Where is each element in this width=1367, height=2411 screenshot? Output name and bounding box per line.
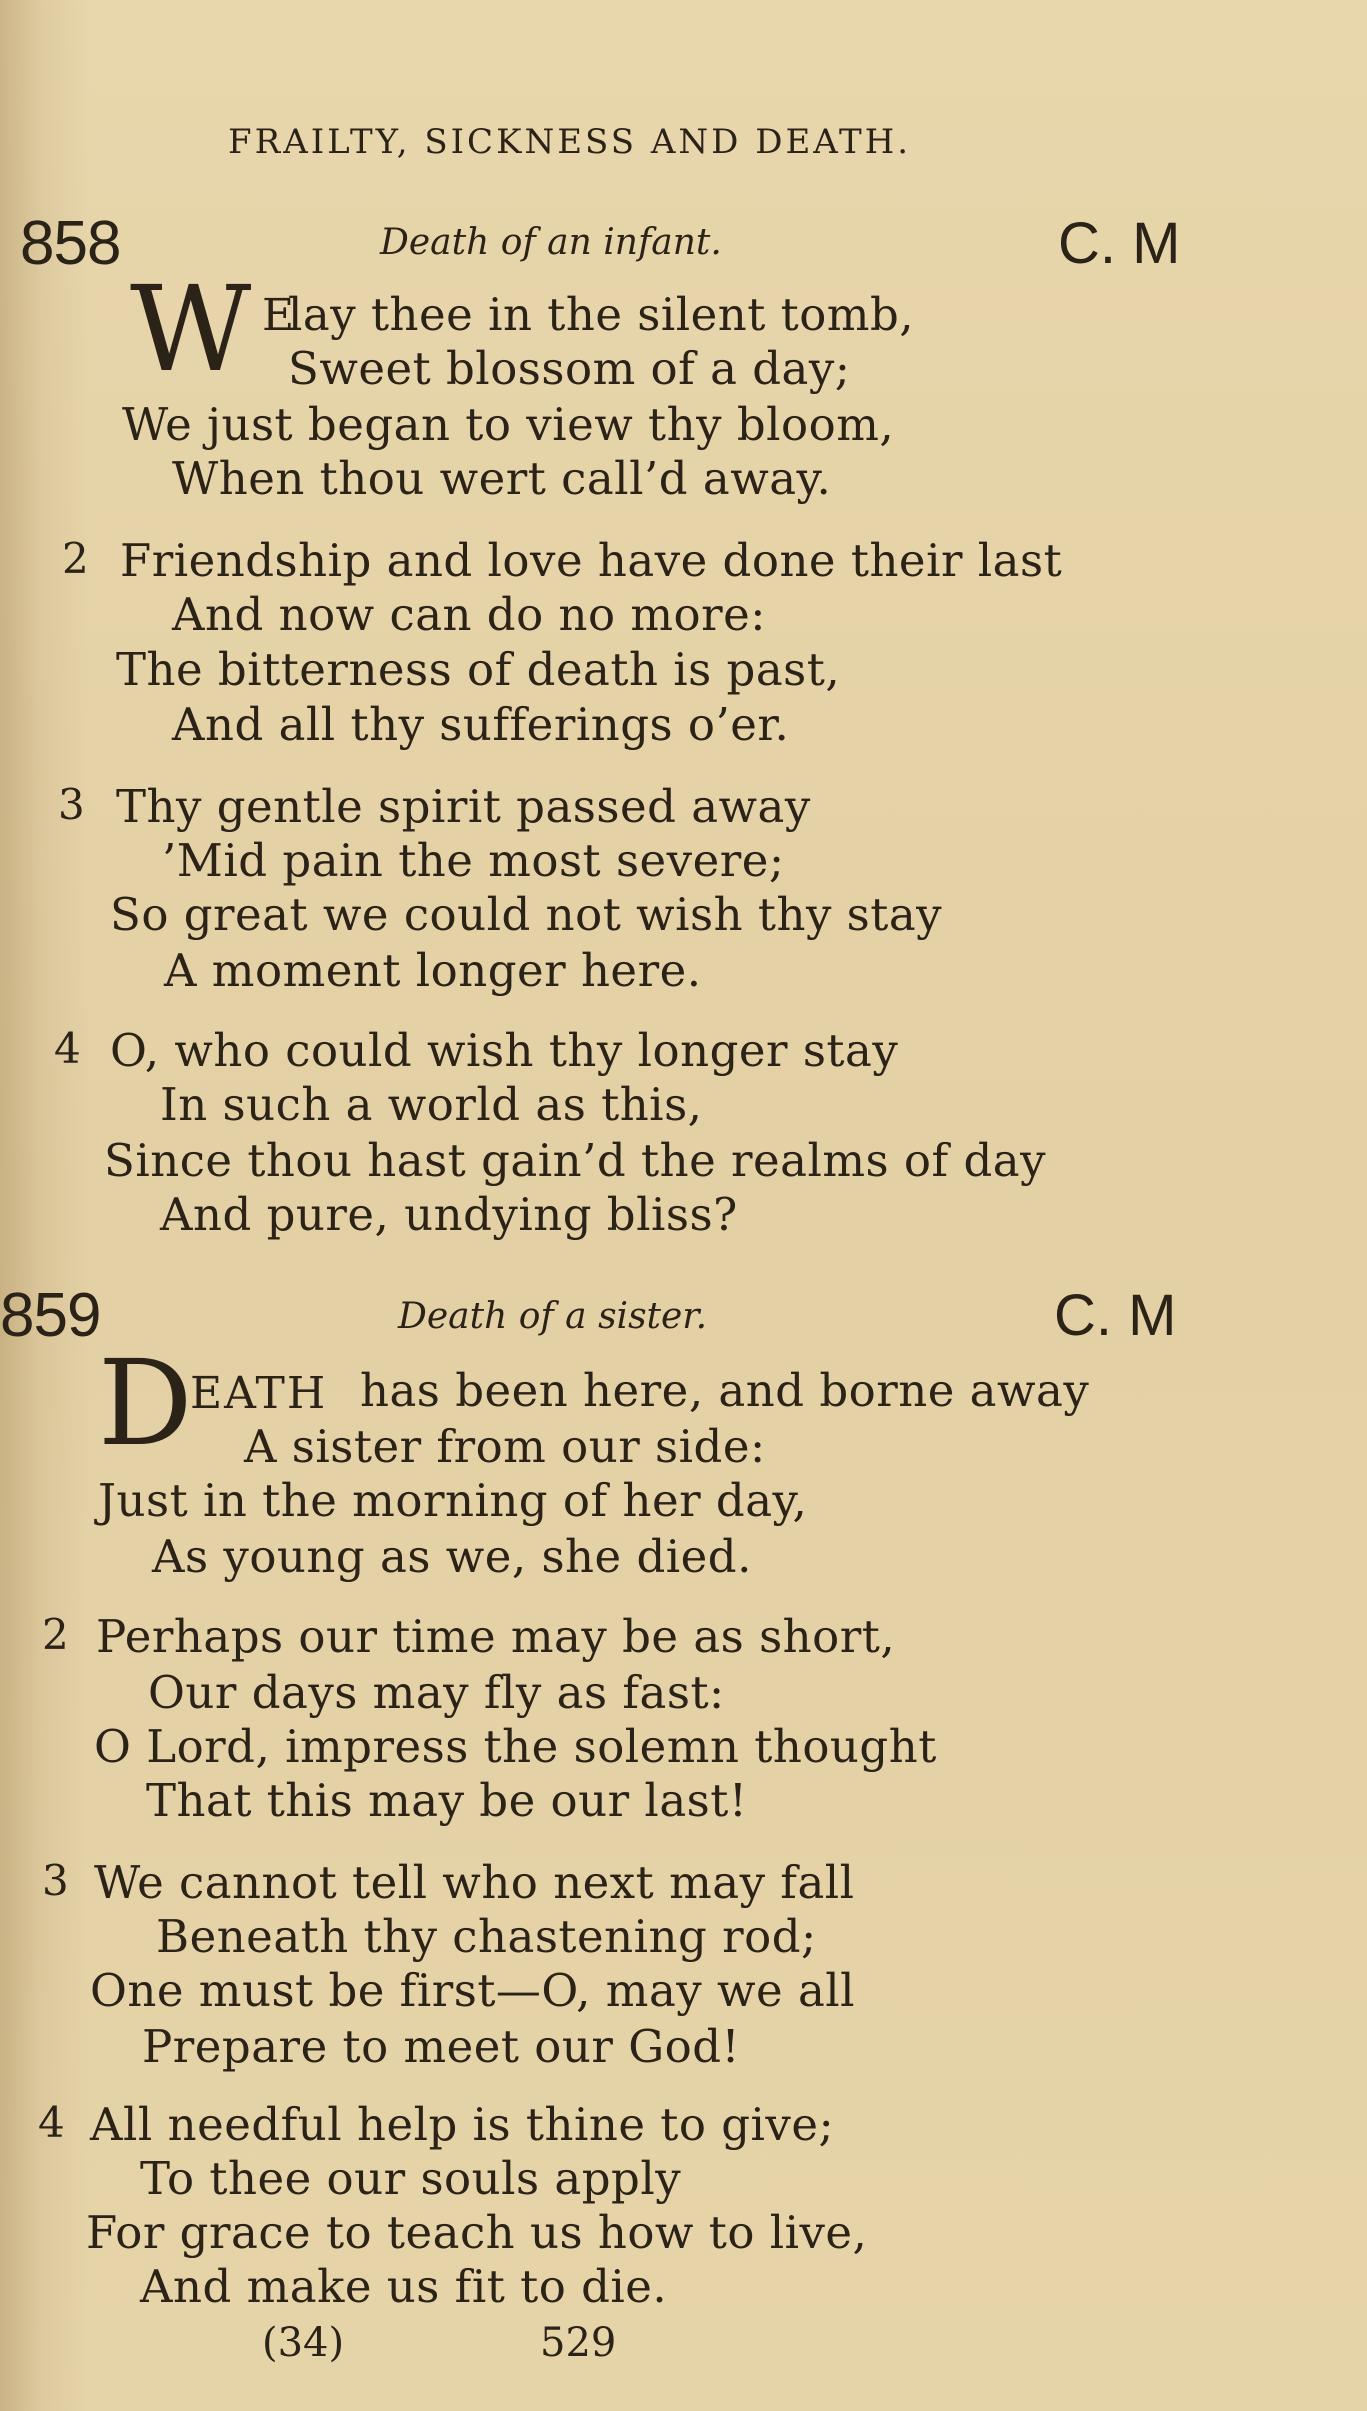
stanza-number: 3: [42, 1856, 69, 1905]
signature-mark: (34): [262, 2320, 345, 2366]
verse-line: Beneath thy chastening rod;: [156, 1910, 817, 1963]
drop-cap: D: [98, 1334, 193, 1472]
stanza-number: 2: [42, 1610, 69, 1659]
verse-line: So great we could not wish thy stay: [110, 888, 943, 941]
hymn-number: 858: [20, 209, 121, 278]
verse-line: Prepare to meet our God!: [142, 2020, 741, 2073]
verse-line: And all thy sufferings o’er.: [172, 698, 790, 751]
verse-line: A moment longer here.: [164, 944, 702, 997]
verse-line: We just began to view thy bloom,: [122, 398, 895, 451]
verse-line: O Lord, impress the solemn thought: [94, 1720, 937, 1773]
verse-line: And pure, undying bliss?: [160, 1188, 738, 1241]
verse-line: For grace to teach us how to live,: [86, 2206, 868, 2259]
verse-line: A sister from our side:: [244, 1420, 766, 1473]
verse-line: And now can do no more:: [172, 588, 766, 641]
verse-line: ’Mid pain the most severe;: [162, 834, 785, 887]
hymn-meter: C. M: [1058, 211, 1181, 276]
verse-line: Since thou hast gain’d the realms of day: [104, 1134, 1047, 1187]
page-number: 529: [540, 2320, 617, 2366]
hymn-title: Death of an infant.: [380, 222, 722, 263]
verse-line: All needful help is thine to give;: [90, 2098, 835, 2151]
drop-cap: W: [130, 260, 252, 398]
stanza-number: 2: [62, 534, 89, 583]
verse-line: And make us fit to die.: [140, 2260, 668, 2313]
verse-line: Thy gentle spirit passed away: [116, 780, 811, 833]
verse-line: has been here, and borne away: [360, 1364, 1090, 1417]
hymn-title: Death of a sister.: [398, 1296, 708, 1337]
hymn-meter: C. M: [1054, 1283, 1177, 1348]
verse-line: The bitterness of death is past,: [116, 643, 841, 696]
small-caps: EATH: [190, 1368, 328, 1419]
verse-line: Just in the morning of her day,: [98, 1474, 808, 1527]
verse-line: One must be first—O, may we all: [90, 1964, 856, 2017]
verse-line: lay thee in the silent tomb,: [288, 288, 915, 341]
verse-line: We cannot tell who next may fall: [94, 1856, 855, 1909]
verse-line: Our days may fly as fast:: [148, 1666, 725, 1719]
stanza-number: 4: [38, 2098, 65, 2147]
stanza-number: 3: [58, 780, 85, 829]
verse-line: Perhaps our time may be as short,: [96, 1610, 896, 1663]
small-caps: E: [262, 290, 297, 341]
hymn-number: 859: [0, 1281, 101, 1350]
verse-line: When thou wert call’d away.: [172, 452, 832, 505]
verse-line: In such a world as this,: [160, 1078, 703, 1131]
verse-line: O, who could wish thy longer stay: [110, 1024, 899, 1077]
verse-line: That this may be our last!: [146, 1774, 748, 1827]
verse-line: Friendship and love have done their last: [120, 534, 1063, 587]
verse-line: To thee our souls apply: [140, 2152, 682, 2205]
running-head: FRAILTY, SICKNESS AND DEATH.: [228, 122, 912, 162]
verse-line: As young as we, she died.: [152, 1530, 752, 1583]
verse-line: Sweet blossom of a day;: [288, 342, 851, 395]
stanza-number: 4: [54, 1024, 81, 1073]
